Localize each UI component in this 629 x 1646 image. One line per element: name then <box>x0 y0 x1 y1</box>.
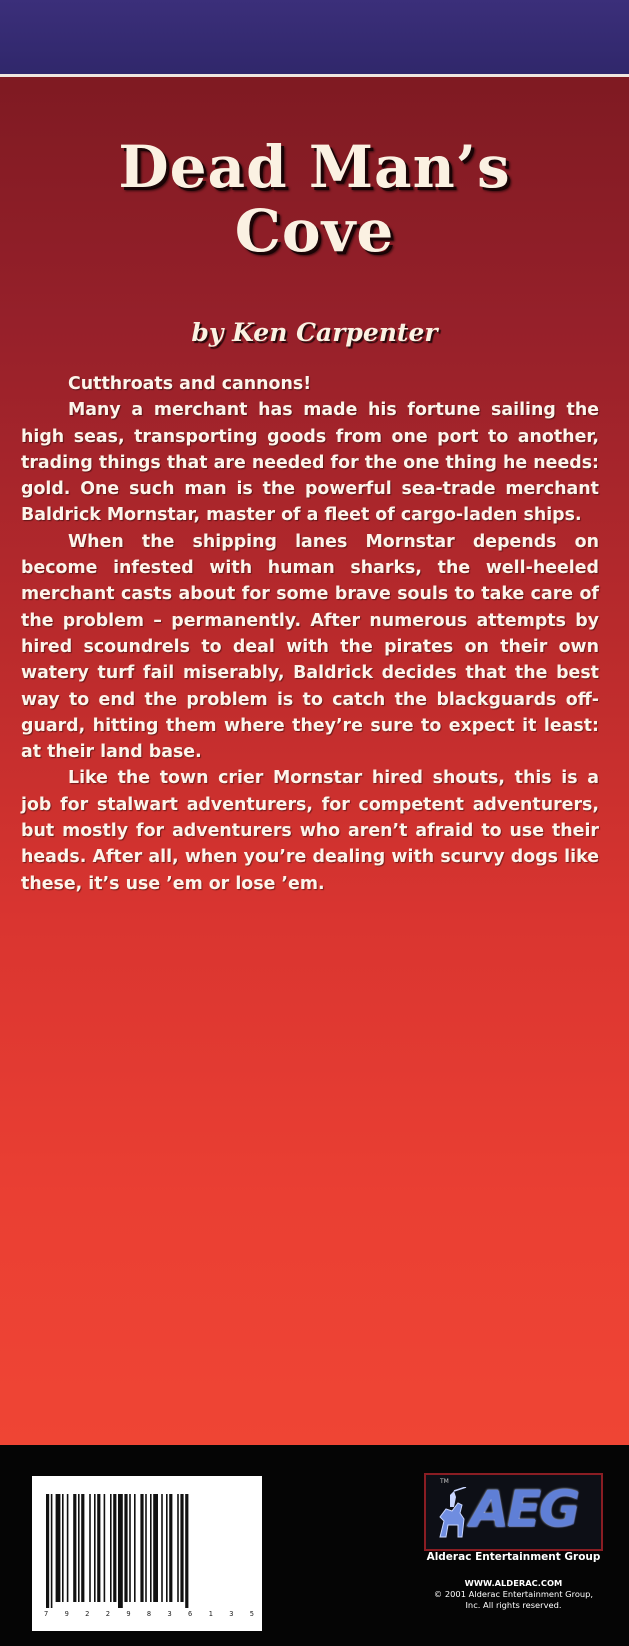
barcode-digit: 9 <box>126 1610 131 1618</box>
barcode-digit: 1 <box>208 1610 213 1618</box>
publisher-url: WWW.ALDERAC.COM <box>464 1578 563 1588</box>
barcode-digit: 7 <box>44 1610 49 1618</box>
publisher-logo <box>424 1473 603 1551</box>
barcode-digit: 3 <box>229 1610 234 1618</box>
barcode-digit: 9 <box>64 1610 69 1618</box>
barcode-digit: 2 <box>85 1610 90 1618</box>
copyright-notice: © 2001 Alderac Entertainment Group, Inc. All rights reserved. <box>433 1589 594 1610</box>
publisher-name: Alderac Entertainment Group <box>426 1551 601 1563</box>
barcode-digit: 5 <box>249 1610 254 1618</box>
barcode-panel <box>32 1476 262 1631</box>
top-color-band <box>0 0 629 74</box>
barcode-digit: 3 <box>167 1610 172 1618</box>
knight-on-horse-icon <box>432 1487 472 1543</box>
barcode-digits <box>44 1610 254 1618</box>
author-byline: by Ken Carpenter <box>191 318 438 347</box>
book-title <box>0 135 629 263</box>
aeg-logo-text: AEG <box>470 1480 578 1538</box>
blurb-paragraph: When the shipping lanes Mornstar depends on become infested with human sharks, the well-heeled merchant casts about for some brave souls to take care of the problem – permanently. After numerous attempts by hired scoundrels to deal with the pirates on their own watery turf fail miserably, Baldrick decides that the best way to end the problem is to catch the blackguards off-guard, hitting them where they’re sure to expect it least: at their land base. <box>21 531 599 763</box>
blurb-paragraph: Many a merchant has made his fortune sailing the high seas, transporting goods from one port to another, trading things that are needed for the one thing he needs: gold. One such man is the powerful sea-trade merchant Baldrick Mornstar, master of a fleet of cargo-laden ships. <box>21 400 599 526</box>
blurb-paragraph: Cutthroats and cannons! <box>68 374 312 394</box>
book-title-line-1: Dead Man’s <box>118 133 511 201</box>
barcode-digit: 6 <box>188 1610 193 1618</box>
barcode-digit: 2 <box>105 1610 110 1618</box>
trademark-mark: TM <box>440 1478 449 1485</box>
book-title-line-2: Cove <box>234 197 395 265</box>
barcode-digit: 8 <box>146 1610 152 1618</box>
back-cover-blurb <box>21 371 599 897</box>
barcode-icon <box>46 1494 248 1608</box>
blurb-paragraph: Like the town crier Mornstar hired shouts, this is a job for stalwart adventurers, for competent adventurers, but mostly for adventurers who aren’t afraid to use their heads. After all, when you’re dealing with scurvy dogs like these, it’s use ’em or lose ’em. <box>21 768 599 894</box>
